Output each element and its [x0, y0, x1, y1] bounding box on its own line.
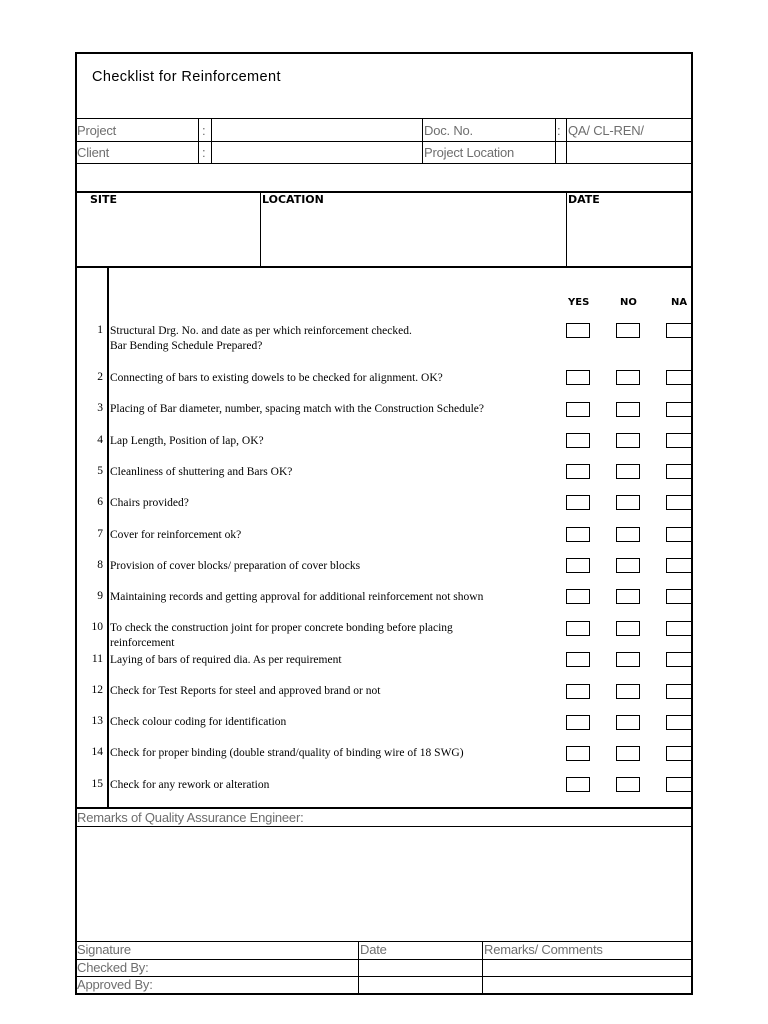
- item-text: Maintaining records and getting approval for additional reinforcement not shown: [110, 591, 484, 603]
- checked-by-label: Checked By:: [77, 960, 149, 975]
- item-text: Chairs provided?: [110, 497, 189, 509]
- item-5-yes-checkbox[interactable]: [566, 464, 590, 479]
- item-number: 5: [97, 465, 103, 477]
- item-number: 8: [97, 559, 103, 571]
- client-field[interactable]: [212, 142, 421, 162]
- item-2-yes-checkbox[interactable]: [566, 370, 590, 385]
- remarks-comments-label: Remarks/ Comments: [484, 942, 603, 957]
- item-5-na-checkbox[interactable]: [666, 464, 692, 479]
- item-number: 15: [91, 778, 103, 790]
- border-top: [75, 52, 693, 54]
- divider: [198, 118, 199, 163]
- form-title: Checklist for Reinforcement: [92, 69, 281, 85]
- colon: :: [557, 123, 561, 138]
- item-3-yes-checkbox[interactable]: [566, 402, 590, 417]
- item-14-no-checkbox[interactable]: [616, 746, 640, 761]
- item-number: 13: [91, 715, 103, 727]
- item-text: Structural Drg. No. and date as per which reinforcement checked. Bar Bending Schedule Prepared?: [110, 325, 412, 352]
- item-3-no-checkbox[interactable]: [616, 402, 640, 417]
- item-text: Check for Test Reports for steel and approved brand or not: [110, 685, 381, 697]
- item-9-yes-checkbox[interactable]: [566, 589, 590, 604]
- approved-by-date[interactable]: [359, 977, 481, 992]
- project-location-label: Project Location: [424, 145, 515, 160]
- divider: [107, 267, 109, 809]
- item-7-no-checkbox[interactable]: [616, 527, 640, 542]
- divider: [76, 266, 692, 268]
- item-13-no-checkbox[interactable]: [616, 715, 640, 730]
- remarks-label: Remarks of Quality Assurance Engineer:: [77, 810, 304, 825]
- item-number: 11: [91, 653, 103, 665]
- item-9-na-checkbox[interactable]: [666, 589, 692, 604]
- item-3-na-checkbox[interactable]: [666, 402, 692, 417]
- item-1-yes-checkbox[interactable]: [566, 323, 590, 338]
- item-text: Lap Length, Position of lap, OK?: [110, 435, 264, 447]
- divider: [422, 118, 423, 163]
- item-number: 9: [97, 590, 103, 602]
- no-column-header: NO: [620, 297, 637, 308]
- item-6-na-checkbox[interactable]: [666, 495, 692, 510]
- signature-label: Signature: [77, 942, 131, 957]
- item-4-no-checkbox[interactable]: [616, 433, 640, 448]
- item-number: 7: [97, 528, 103, 540]
- item-6-no-checkbox[interactable]: [616, 495, 640, 510]
- item-11-yes-checkbox[interactable]: [566, 652, 590, 667]
- divider: [76, 826, 692, 827]
- doc-no-value[interactable]: QA/ CL-REN/: [568, 123, 644, 138]
- date-header: DATE: [568, 193, 600, 206]
- project-label: Project: [77, 123, 117, 138]
- item-number: 12: [91, 684, 103, 696]
- item-6-yes-checkbox[interactable]: [566, 495, 590, 510]
- item-number: 1: [97, 324, 103, 336]
- colon: :: [202, 145, 206, 160]
- item-12-na-checkbox[interactable]: [666, 684, 692, 699]
- item-text: Cleanliness of shuttering and Bars OK?: [110, 466, 293, 478]
- divider: [76, 807, 692, 809]
- item-number: 14: [91, 746, 103, 758]
- item-9-no-checkbox[interactable]: [616, 589, 640, 604]
- item-4-na-checkbox[interactable]: [666, 433, 692, 448]
- item-14-yes-checkbox[interactable]: [566, 746, 590, 761]
- remarks-area[interactable]: [77, 828, 691, 940]
- item-8-no-checkbox[interactable]: [616, 558, 640, 573]
- yes-column-header: YES: [568, 297, 590, 308]
- item-1-na-checkbox[interactable]: [666, 323, 692, 338]
- item-15-no-checkbox[interactable]: [616, 777, 640, 792]
- item-5-no-checkbox[interactable]: [616, 464, 640, 479]
- project-location-field[interactable]: [567, 142, 691, 162]
- item-1-no-checkbox[interactable]: [616, 323, 640, 338]
- approved-by-remarks[interactable]: [483, 977, 691, 992]
- item-number: 2: [97, 371, 103, 383]
- item-text: Cover for reinforcement ok?: [110, 529, 242, 541]
- item-number: 6: [97, 496, 103, 508]
- item-8-yes-checkbox[interactable]: [566, 558, 590, 573]
- item-7-yes-checkbox[interactable]: [566, 527, 590, 542]
- item-number: 3: [97, 402, 103, 414]
- border-bottom: [75, 993, 693, 995]
- item-13-yes-checkbox[interactable]: [566, 715, 590, 730]
- location-header: LOCATION: [262, 193, 324, 206]
- divider: [566, 192, 567, 267]
- item-10-no-checkbox[interactable]: [616, 621, 640, 636]
- item-10-yes-checkbox[interactable]: [566, 621, 590, 636]
- item-12-yes-checkbox[interactable]: [566, 684, 590, 699]
- item-15-yes-checkbox[interactable]: [566, 777, 590, 792]
- item-7-na-checkbox[interactable]: [666, 527, 692, 542]
- divider: [260, 192, 261, 267]
- item-text: Provision of cover blocks/ preparation of cover blocks: [110, 560, 361, 572]
- item-text: To check the construction joint for proper concrete bonding before placing reinforcement: [110, 622, 453, 649]
- divider: [555, 118, 556, 163]
- item-2-no-checkbox[interactable]: [616, 370, 640, 385]
- item-number: 10: [91, 621, 103, 633]
- item-10-na-checkbox[interactable]: [666, 621, 692, 636]
- item-text: Placing of Bar diameter, number, spacing match with the Construction Schedule?: [110, 403, 485, 415]
- na-column-header: NA: [671, 297, 688, 308]
- item-14-na-checkbox[interactable]: [666, 746, 692, 761]
- border-right: [691, 52, 693, 995]
- date-label: Date: [360, 942, 387, 957]
- item-text: Connecting of bars to existing dowels to be checked for alignment. OK?: [110, 372, 443, 384]
- site-header: SITE: [90, 193, 118, 206]
- item-8-na-checkbox[interactable]: [666, 558, 692, 573]
- item-2-na-checkbox[interactable]: [666, 370, 692, 385]
- checked-by-remarks[interactable]: [483, 960, 691, 975]
- item-11-na-checkbox[interactable]: [666, 652, 692, 667]
- item-text: Check colour coding for identification: [110, 716, 287, 728]
- item-15-na-checkbox[interactable]: [666, 777, 692, 792]
- item-number: 4: [97, 434, 103, 446]
- item-12-no-checkbox[interactable]: [616, 684, 640, 699]
- item-13-na-checkbox[interactable]: [666, 715, 692, 730]
- divider: [76, 163, 692, 164]
- checked-by-date[interactable]: [359, 960, 481, 975]
- item-text: Check for proper binding (double strand/quality of binding wire of 18 SWG): [110, 747, 464, 759]
- item-4-yes-checkbox[interactable]: [566, 433, 590, 448]
- doc-no-label: Doc. No.: [424, 123, 473, 138]
- approved-by-label: Approved By:: [77, 977, 153, 992]
- item-text: Check for any rework or alteration: [110, 779, 270, 791]
- client-label: Client: [77, 145, 110, 160]
- item-text: Laying of bars of required dia. As per requirement: [110, 654, 342, 666]
- colon: :: [202, 123, 206, 138]
- project-field[interactable]: [212, 119, 421, 140]
- item-11-no-checkbox[interactable]: [616, 652, 640, 667]
